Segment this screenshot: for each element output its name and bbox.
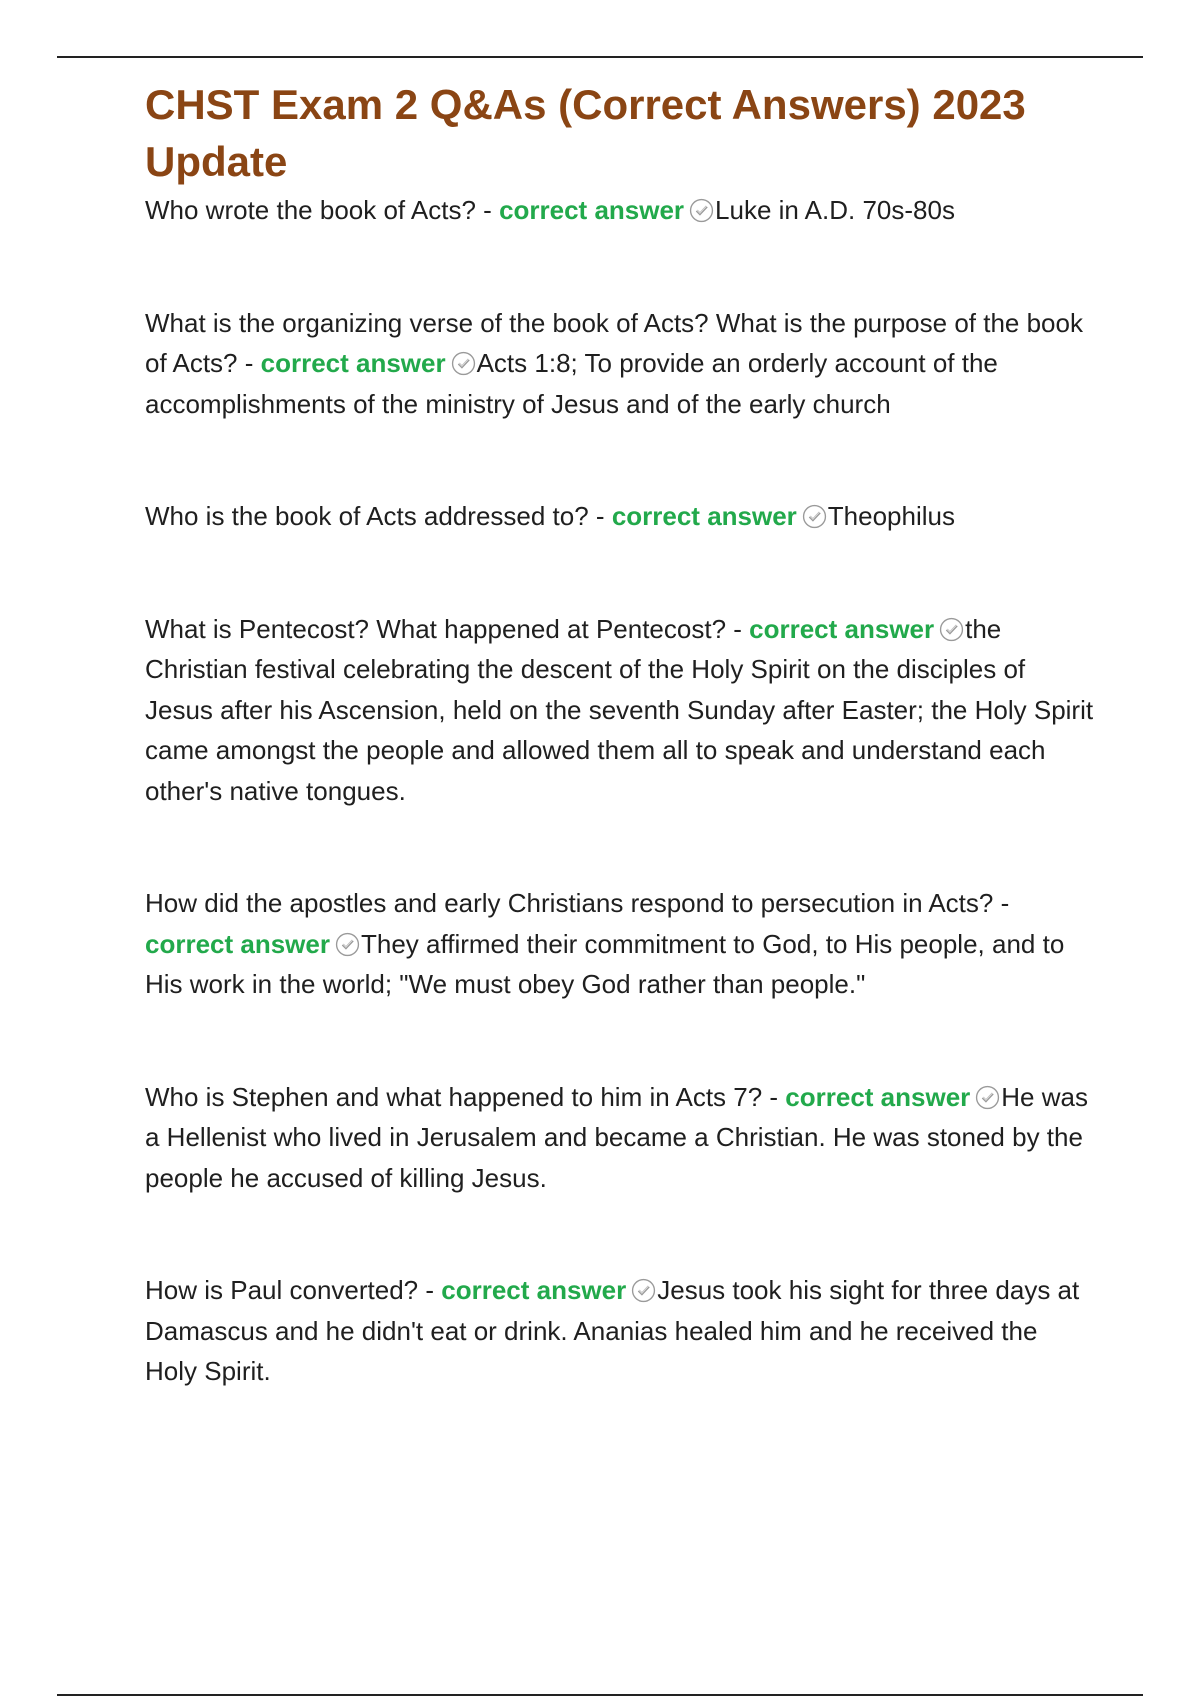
top-rule <box>57 56 1143 58</box>
question-text: Who wrote the book of Acts? - <box>145 195 500 225</box>
correct-answer-label: correct answer <box>260 348 446 378</box>
correct-answer-label: correct answer <box>145 928 330 959</box>
correct-answer-label: correct answer <box>499 195 685 225</box>
document-body <box>145 76 1095 1392</box>
correct-answer-label: correct answer <box>441 1275 627 1305</box>
answer-text: Jesus took his sight for three days at Damascus and he didn't eat or drink. Ananias healed him and he received the Holy Spirit. <box>145 1275 1080 1386</box>
check-circle-icon <box>689 198 714 223</box>
document-title: CHST Exam 2 Q&As (Correct Answers) 2023 Update <box>145 81 1026 185</box>
qa-item <box>145 1077 1095 1199</box>
bottom-rule <box>57 1694 1143 1696</box>
qa-item <box>145 190 1095 231</box>
qa-item <box>145 303 1095 425</box>
qa-list <box>145 190 1095 1392</box>
question-text: Who is the book of Acts addressed to? - <box>145 501 612 531</box>
question-text: Who is Stephen and what happened to him in Acts 7? - <box>145 1081 786 1112</box>
answer-text: Luke in A.D. 70s-80s <box>715 195 955 225</box>
check-circle-icon <box>335 932 360 957</box>
qa-item <box>145 496 1095 537</box>
check-circle-icon <box>451 351 476 376</box>
question-text: What is Pentecost? What happened at Pentecost? - <box>145 613 750 644</box>
check-circle-icon <box>631 1278 656 1303</box>
check-circle-icon <box>802 504 827 529</box>
answer-text: Acts 1:8; To provide an orderly account of the accomplishments of the ministry of Jesus and of the early church <box>145 348 998 419</box>
qa-item <box>145 1270 1095 1392</box>
correct-answer-label: correct answer <box>785 1081 971 1112</box>
qa-item <box>145 609 1095 812</box>
correct-answer-label: correct answer <box>749 613 935 644</box>
correct-answer-label: correct answer <box>611 501 797 531</box>
answer-text: They affirmed their commitment to God, to His people, and to His work in the world; "We must obey God rather than people." <box>145 928 1065 999</box>
question-text: What is the organizing verse of the book of Acts? What is the purpose of the book of Acts? - <box>145 307 1083 378</box>
answer-text: the Christian festival celebrating the descent of the Holy Spirit on the disciples of Jesus after his Ascension, held on the seventh Sunday after Easter; the Holy Spirit came amongst the people and allowed them all to speak and understand each other's native tongues. <box>145 613 1094 806</box>
question-text: How did the apostles and early Christians respond to persecution in Acts? - <box>145 888 1010 918</box>
answer-text: He was a Hellenist who lived in Jerusalem and became a Christian. He was stoned by the people he accused of killing Jesus. <box>145 1081 1088 1193</box>
question-text: How is Paul converted? - <box>145 1275 442 1305</box>
qa-item <box>145 883 1095 1005</box>
check-circle-icon <box>975 1085 1000 1110</box>
answer-text: Theophilus <box>827 501 955 531</box>
check-circle-icon <box>939 617 964 642</box>
